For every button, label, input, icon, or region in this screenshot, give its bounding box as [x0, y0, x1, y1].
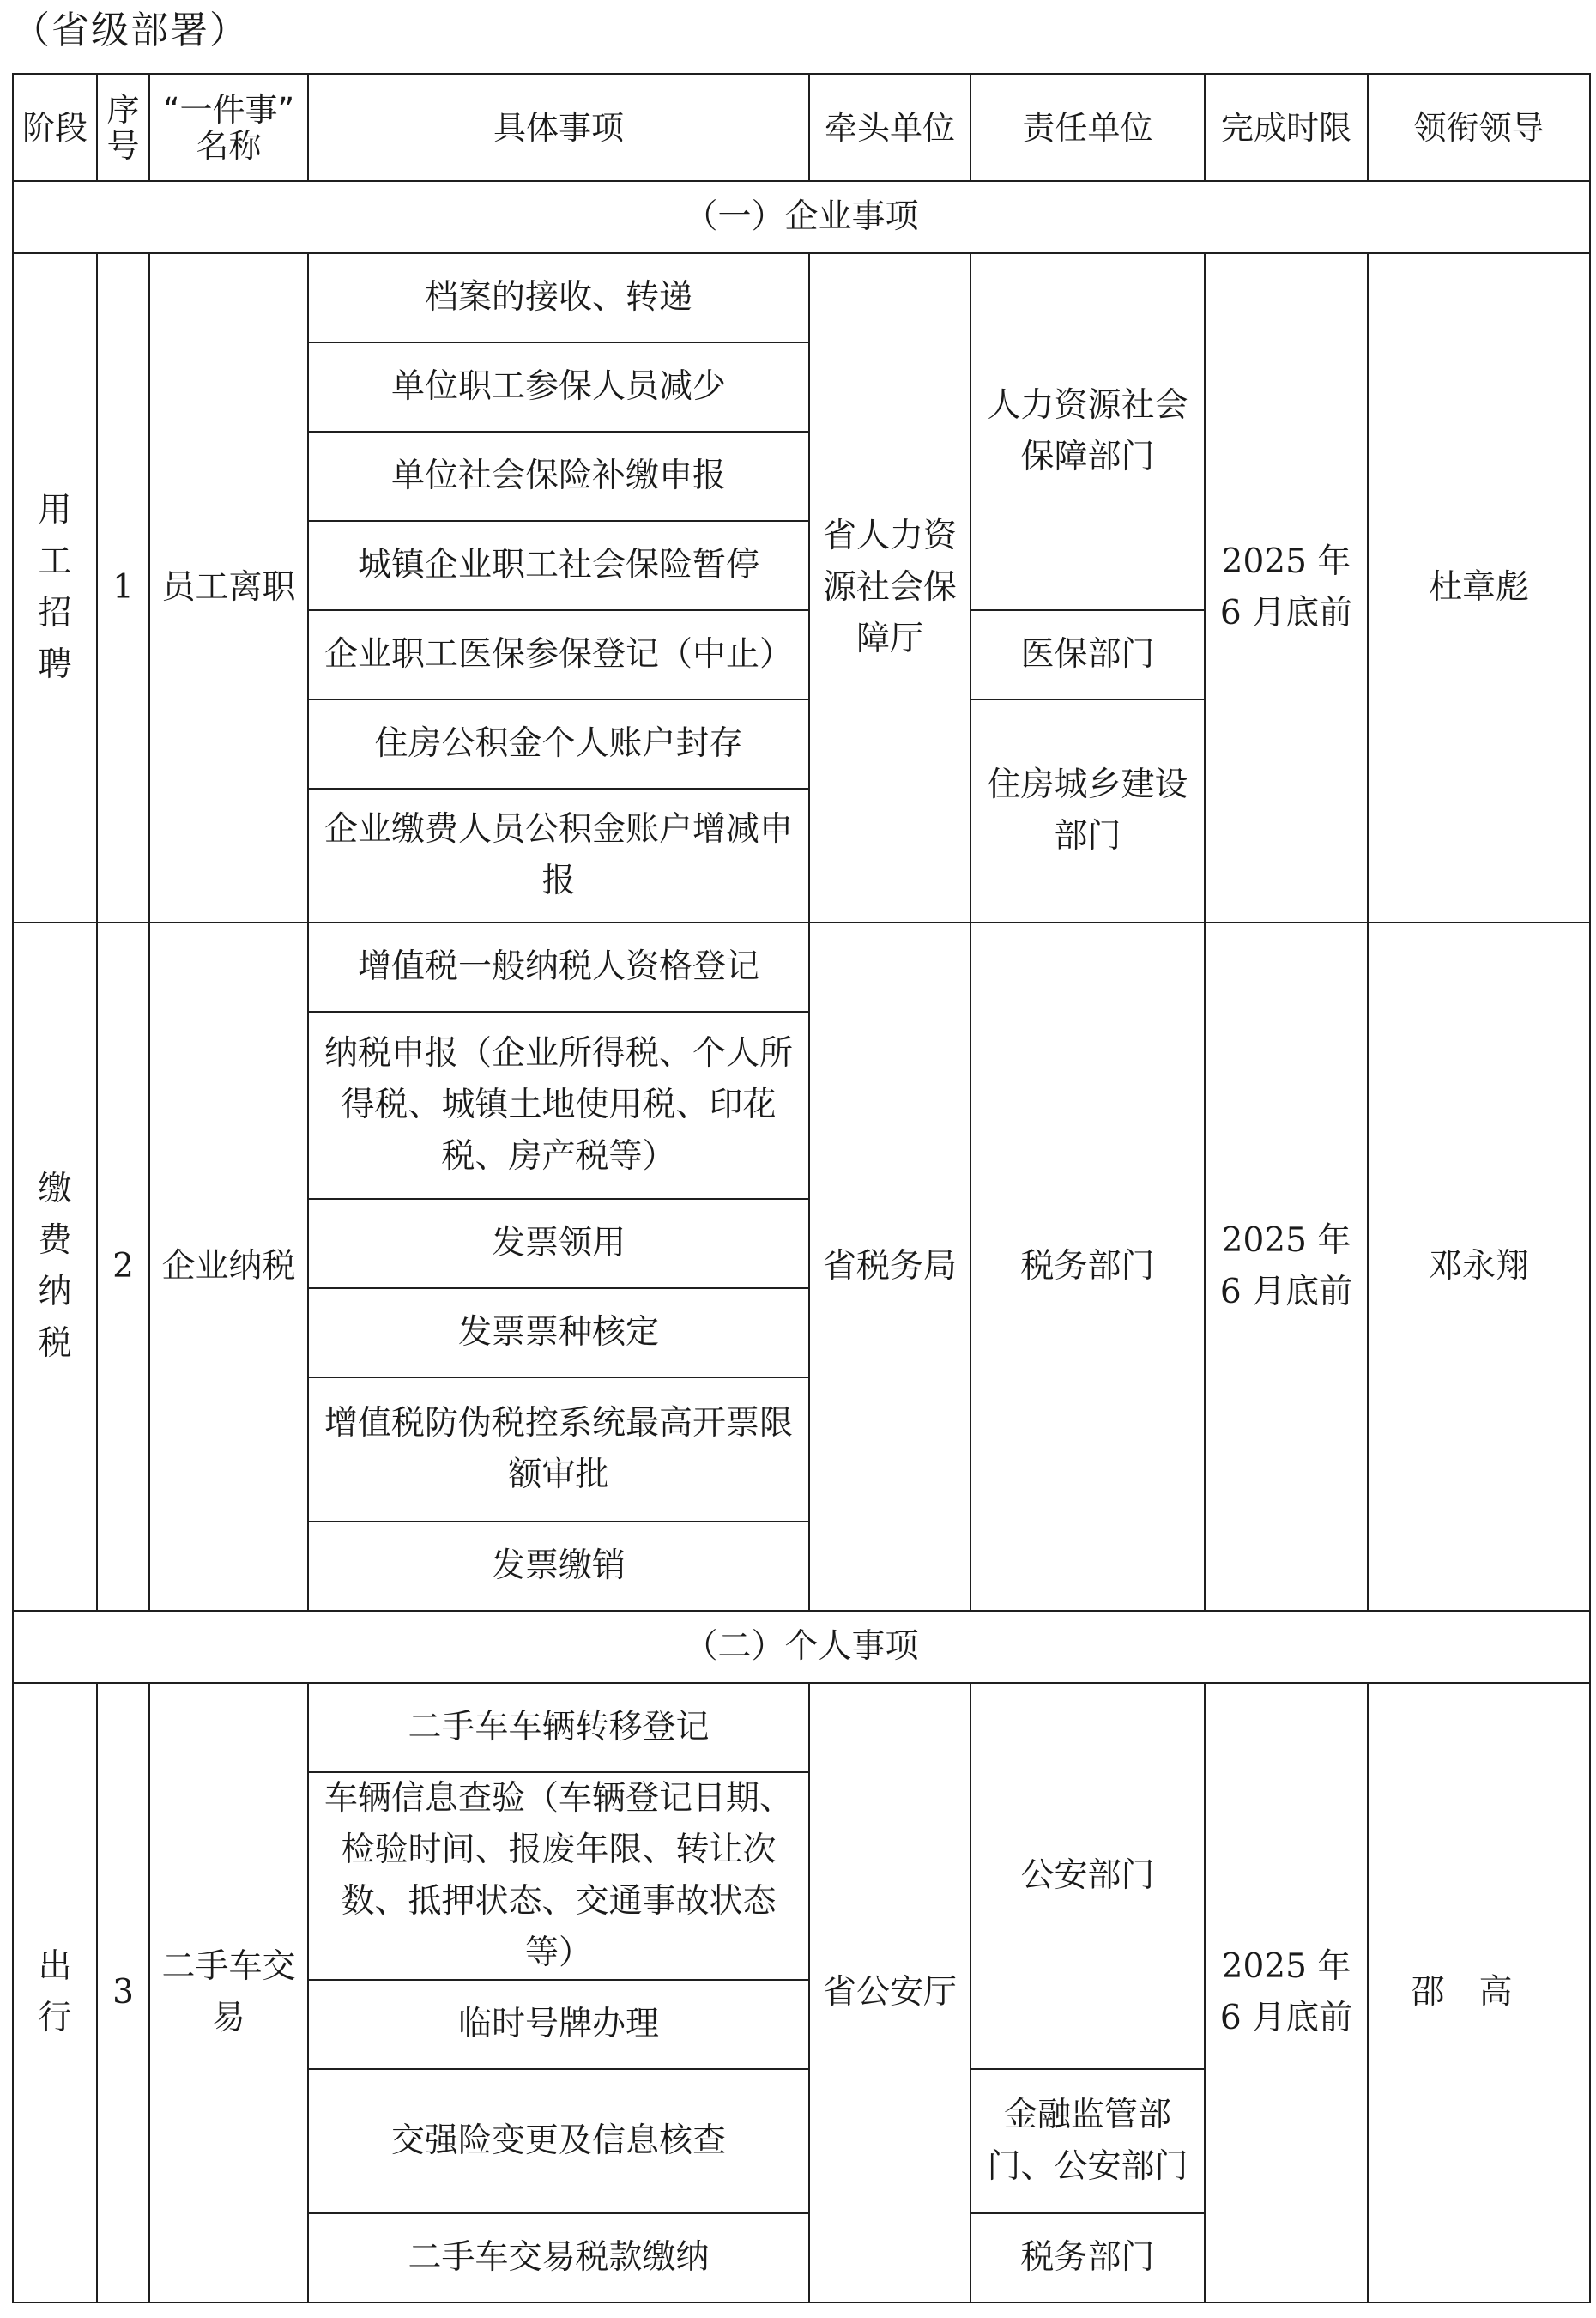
stage-cell: 出行: [13, 1683, 97, 2303]
header-deadline: 完成时限: [1205, 74, 1368, 181]
item-cell: 交强险变更及信息核查: [308, 2069, 809, 2213]
item-cell: 单位职工参保人员减少: [308, 342, 809, 432]
resp-unit-cell: 税务部门: [970, 2213, 1205, 2303]
page-title: （省级部署）: [12, 9, 249, 52]
item-cell: 增值税一般纳税人资格登记: [308, 923, 809, 1012]
header-stage: 阶段: [13, 74, 97, 181]
section-row: [13, 1611, 1590, 1683]
matter-name-cell: 企业纳税: [149, 923, 308, 1611]
resp-unit-cell: 住房城乡建设部门: [970, 699, 1205, 923]
header-leader: 领衔领导: [1368, 74, 1590, 181]
seq-cell: 2: [97, 923, 149, 1611]
item-cell: 临时号牌办理: [308, 1980, 809, 2069]
item-cell: 发票缴销: [308, 1522, 809, 1611]
resp-unit-cell: 税务部门: [970, 923, 1205, 1611]
lead-unit-cell: 省税务局: [809, 923, 970, 1611]
lead-unit-cell: 省公安厅: [809, 1683, 970, 2303]
seq-cell: 1: [97, 253, 149, 923]
item-cell: 增值税防伪税控系统最高开票限额审批: [308, 1377, 809, 1522]
item-cell: 单位社会保险补缴申报: [308, 432, 809, 521]
matter-name-cell: 员工离职: [149, 253, 308, 923]
header-name-line2: 名称: [196, 126, 262, 165]
deadline-cell: 2025 年 6 月底前: [1205, 923, 1368, 1611]
leader-cell: 杜章彪: [1368, 253, 1590, 923]
leader-cell: 邓永翔: [1368, 923, 1590, 1611]
item-cell: 城镇企业职工社会保险暂停: [308, 521, 809, 610]
table-row: [13, 253, 1590, 342]
deployment-table: [12, 73, 1591, 2303]
stage-cell: 用工招聘: [13, 253, 97, 923]
item-cell: 发票领用: [308, 1199, 809, 1288]
header-name: [149, 74, 308, 181]
deadline-cell: 2025 年 6 月底前: [1205, 1683, 1368, 2303]
item-cell: 档案的接收、转递: [308, 253, 809, 342]
item-cell: 企业缴费人员公积金账户增减申报: [308, 789, 809, 923]
resp-unit-cell: 公安部门: [970, 1683, 1205, 2069]
deadline-cell: 2025 年 6 月底前: [1205, 253, 1368, 923]
header-resp: 责任单位: [970, 74, 1205, 181]
resp-unit-cell: 金融监管部门、公安部门: [970, 2069, 1205, 2213]
item-cell: 企业职工医保参保登记（中止）: [308, 610, 809, 699]
item-cell: 车辆信息查验（车辆登记日期、检验时间、报废年限、转让次数、抵押状态、交通事故状态等）: [308, 1772, 809, 1980]
table-row: [13, 1683, 1590, 1772]
seq-cell: 3: [97, 1683, 149, 2303]
resp-unit-cell: 医保部门: [970, 610, 1205, 699]
item-cell: 纳税申报（企业所得税、个人所得税、城镇土地使用税、印花税、房产税等）: [308, 1012, 809, 1199]
stage-cell: 缴费纳税: [13, 923, 97, 1611]
section-enterprise: （一）企业事项: [13, 181, 1590, 253]
item-cell: 发票票种核定: [308, 1288, 809, 1377]
header-seq: 序号: [97, 74, 149, 181]
leader-cell: 邵高: [1368, 1683, 1590, 2303]
item-cell: 二手车车辆转移登记: [308, 1683, 809, 1772]
table-row: [13, 923, 1590, 1012]
header-name-line1: “一件事”: [162, 90, 295, 129]
table-header-row: [13, 74, 1590, 181]
header-lead: 牵头单位: [809, 74, 970, 181]
header-items: 具体事项: [308, 74, 809, 181]
item-cell: 二手车交易税款缴纳: [308, 2213, 809, 2303]
section-row: [13, 181, 1590, 253]
lead-unit-cell: 省人力资源社会保障厅: [809, 253, 970, 923]
item-cell: 住房公积金个人账户封存: [308, 699, 809, 789]
matter-name-cell: 二手车交易: [149, 1683, 308, 2303]
section-personal: （二）个人事项: [13, 1611, 1590, 1683]
resp-unit-cell: 人力资源社会保障部门: [970, 253, 1205, 610]
